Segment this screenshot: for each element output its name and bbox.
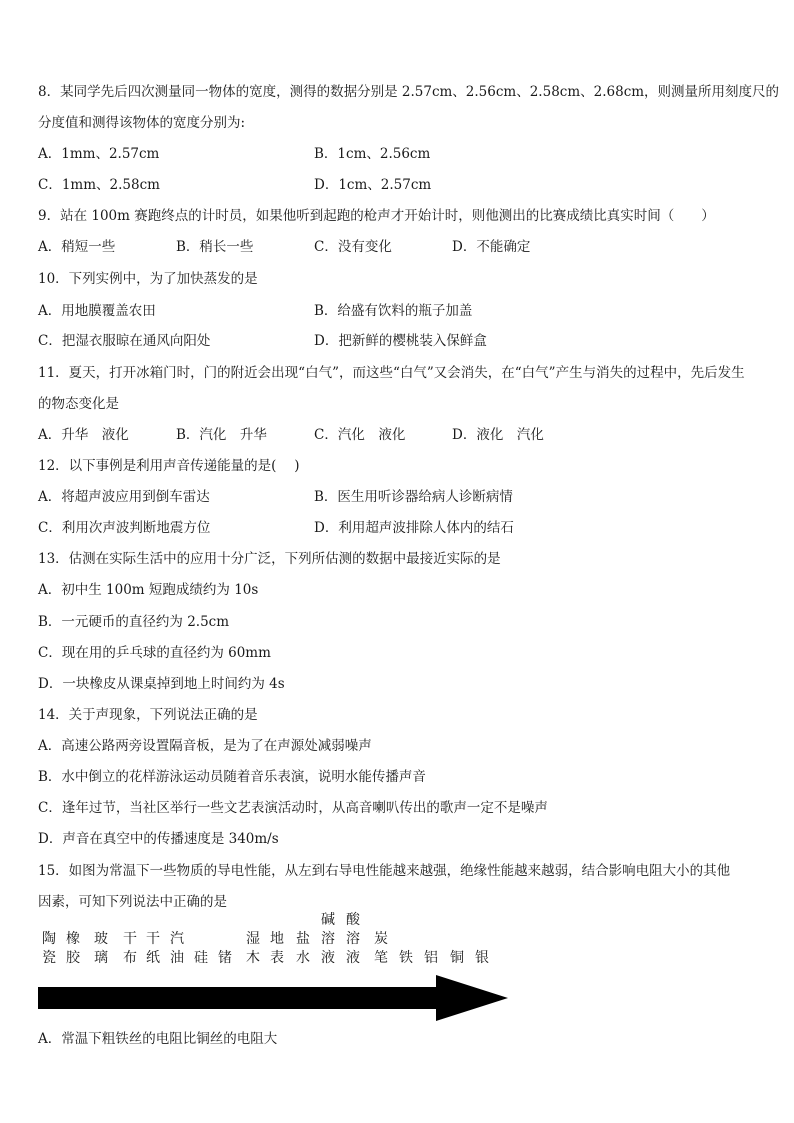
material-label-char: 干 [123,931,137,947]
q14-option-a: A．高速公路两旁设置隔音板，是为了在声源处减弱噪声 [38,738,372,754]
q8-option-d: D．1cm、2.57cm [314,177,432,193]
material-label-char: 铜 [450,950,464,966]
material-label-char: 液 [346,950,360,966]
material-label-char: 木 [246,950,260,966]
q10-option-d: D．把新鲜的樱桃装入保鲜盒 [314,333,487,349]
q9-option-a: A．稍短一些 [38,239,116,255]
material-label-char: 溶 [321,931,335,947]
q8-option-a: A．1mm、2.57cm [38,146,160,162]
q8-option-b: B．1cm、2.56cm [314,146,431,162]
q11-stem-line2: 的物态变化是 [38,396,119,412]
q12-option-c: C．利用次声波判断地震方位 [38,520,211,536]
material-label-char: 纸 [146,950,160,966]
q14-option-c: C．逢年过节，当社区举行一些文艺表演活动时，从高音喇叭传出的歌声一定不是噪声 [38,800,548,816]
material-label-char: 铝 [424,950,438,966]
material-label-char: 瓷 [42,950,56,966]
q11-option-a: A．升华 液化 [38,427,129,443]
q8-option-c: C．1mm、2.58cm [38,177,160,193]
q15-stem-line2: 因素，可知下列说法中正确的是 [38,894,227,910]
q15-stem-line1: 15．如图为常温下一些物质的导电性能，从左到右导电性能越来越强，绝缘性能越来越弱，结合影响电阻大小的其他 [38,863,731,879]
q9-stem: 9．站在 100m 赛跑终点的计时员，如果他听到起跑的枪声才开始计时，则他测出的比赛成绩比真实时间（ ） [38,208,715,224]
q14-option-d: D．声音在真空中的传播速度是 340m/s [38,831,279,847]
material-label-char: 炭 [374,931,388,947]
q10-option-b: B．给盛有饮料的瓶子加盖 [314,303,473,319]
material-label-char: 银 [475,950,489,966]
q11-stem-line1: 11．夏天，打开冰箱门时，门的附近会出现“白气”，而这些“白气”又会消失，在“白气”产生与消失的过程中，先后发生 [38,365,745,381]
q8-stem-line1: 8．某同学先后四次测量同一物体的宽度，测得的数据分别是 2.57cm、2.56cm、2.58cm、2.68cm，则测量所用刻度尺的 [38,84,780,100]
q15-option-a: A．常温下粗铁丝的电阻比铜丝的电阻大 [38,1031,278,1047]
q10-stem: 10．下列实例中，为了加快蒸发的是 [38,271,258,287]
q9-option-c: C．没有变化 [314,239,392,255]
material-label-char: 油 [170,950,184,966]
material-label-char: 锗 [218,950,232,966]
material-label-char: 湿 [246,931,260,947]
material-label-char: 铁 [399,950,413,966]
material-label-char: 陶 [42,931,56,947]
q13-option-d: D．一块橡皮从课桌掉到地上时间约为 4s [38,676,285,692]
material-label-char: 酸 [346,912,360,928]
material-label-char: 玻 [94,931,108,947]
q10-option-a: A．用地膜覆盖农田 [38,303,156,319]
q11-option-b: B．汽化 升华 [176,427,267,443]
q12-stem: 12．以下事例是利用声音传递能量的是( ) [38,458,300,474]
conductivity-arrow [38,975,508,1021]
q12-option-b: B．医生用听诊器给病人诊断病情 [314,489,513,505]
q13-option-b: B．一元硬币的直径约为 2.5cm [38,614,230,630]
material-label-char: 盐 [296,931,310,947]
material-label-char: 汽 [170,931,184,947]
q10-option-c: C．把湿衣服晾在通风向阳处 [38,333,211,349]
material-label-char: 表 [270,950,284,966]
q9-option-b: B．稍长一些 [176,239,254,255]
q13-option-c: C．现在用的乒乓球的直径约为 60mm [38,645,271,661]
q8-stem-line2: 分度值和测得该物体的宽度分别为: [38,115,246,131]
material-label-char: 笔 [374,950,388,966]
q12-option-a: A．将超声波应用到倒车雷达 [38,489,210,505]
material-label-char: 溶 [346,931,360,947]
material-label-char: 水 [296,950,310,966]
material-label-char: 布 [123,950,137,966]
q13-stem: 13．估测在实际生活中的应用十分广泛，下列所估测的数据中最接近实际的是 [38,551,501,567]
q9-option-d: D．不能确定 [452,239,531,255]
material-label-char: 硅 [194,950,208,966]
material-label-char: 璃 [94,950,108,966]
q13-option-a: A．初中生 100m 短跑成绩约为 10s [38,582,259,598]
q14-option-b: B．水中倒立的花样游泳运动员随着音乐表演，说明水能传播声音 [38,769,426,785]
material-label-char: 碱 [321,912,335,928]
q14-stem: 14．关于声现象，下列说法正确的是 [38,707,258,723]
material-label-char: 橡 [66,931,80,947]
material-label-char: 干 [146,931,160,947]
material-label-char: 胶 [66,950,80,966]
material-label-char: 液 [321,950,335,966]
material-label-char: 地 [270,931,284,947]
q11-option-d: D．液化 汽化 [452,427,544,443]
q11-option-c: C．汽化 液化 [314,427,406,443]
q12-option-d: D．利用超声波排除人体内的结石 [314,520,514,536]
